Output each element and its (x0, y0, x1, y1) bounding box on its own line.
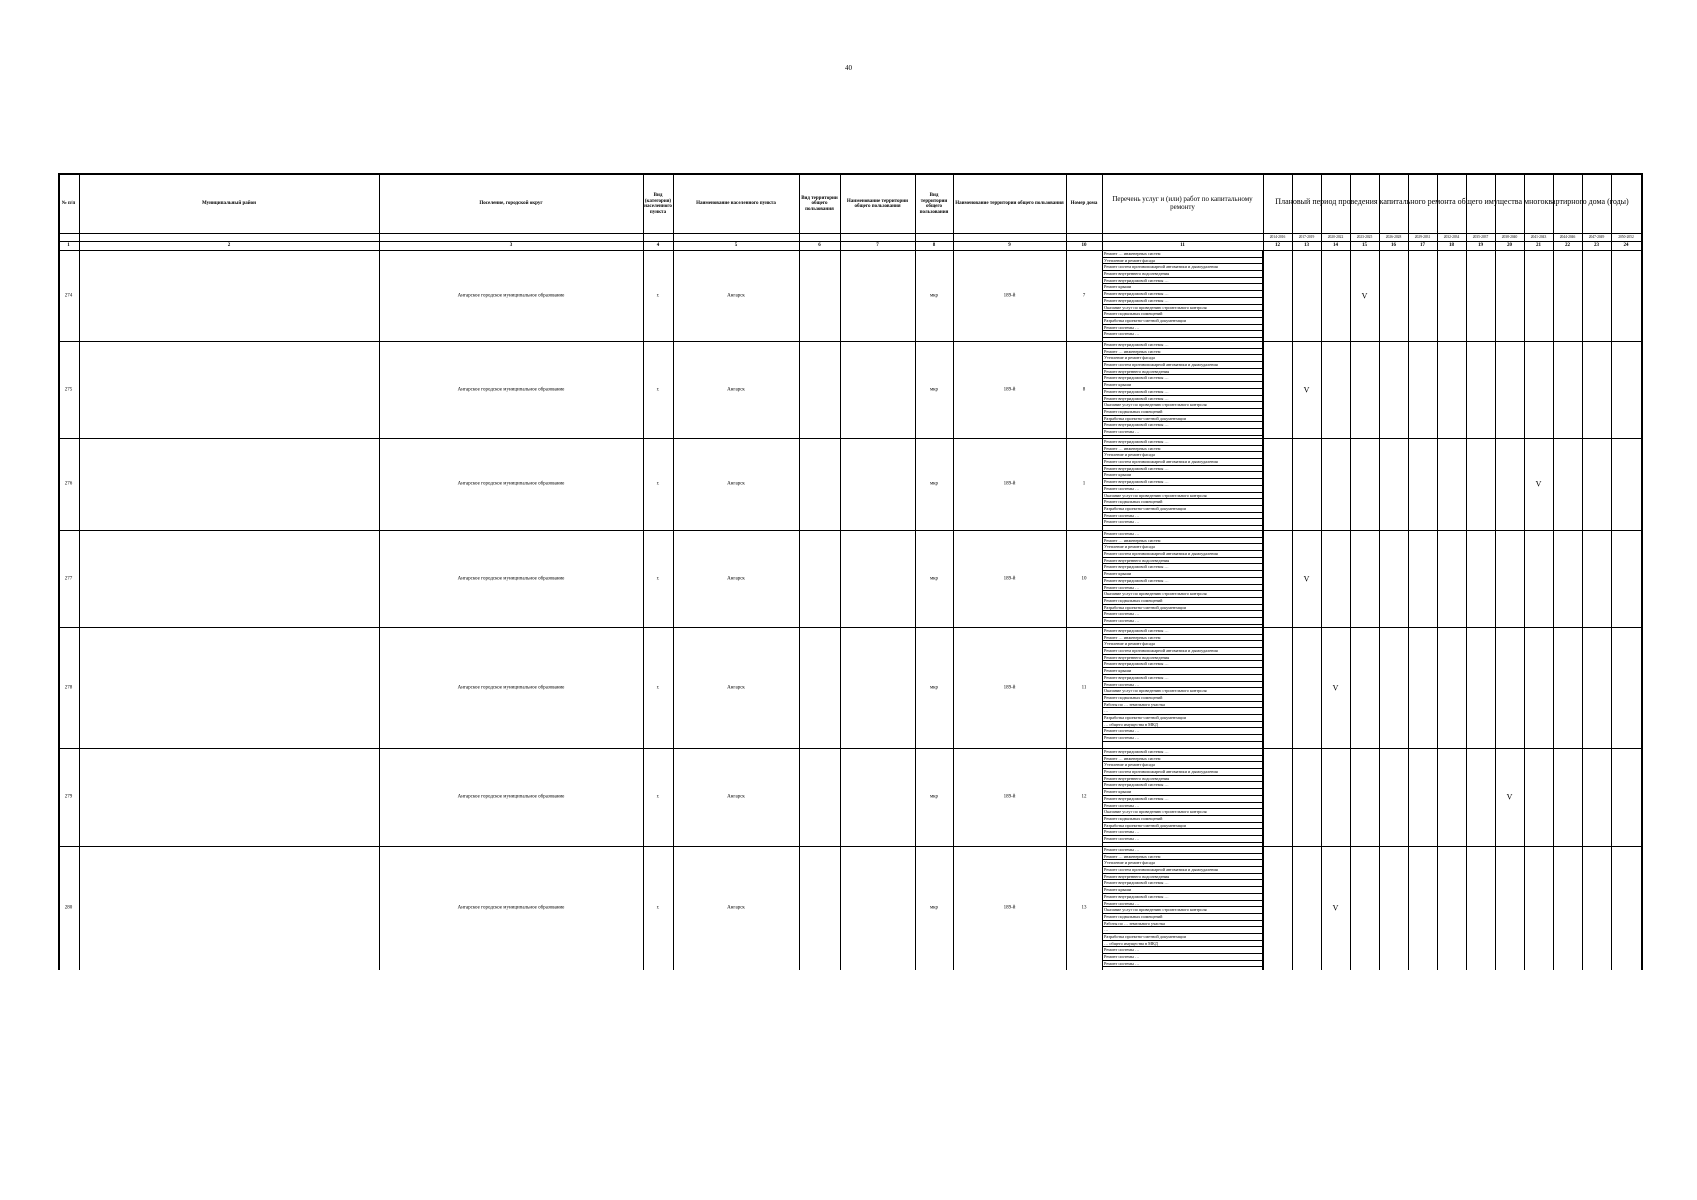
row-cell-street: 189-й (1003, 481, 1016, 487)
grid-vline (1263, 173, 1264, 970)
work-item: Ремонт подвальных помещений (1103, 914, 1262, 921)
header-cell: Перечень услуг и (или) работ по капитальному ремонту (1112, 195, 1253, 211)
work-item: Ремонт систем противопожарной автоматики и дымоудаления (1103, 867, 1262, 874)
work-item: Ремонт внутреннего водоотведения (1103, 874, 1262, 881)
work-item: Ремонт систем противопожарной автоматики и дымоудаления (1103, 648, 1262, 655)
work-item: Ремонт … инженерных систем (1103, 538, 1262, 545)
grid-vline (1466, 173, 1467, 970)
work-item: Разработка проектно-сметной документации (1103, 506, 1262, 513)
work-item: Ремонт внутридомовой системы … (1103, 439, 1262, 446)
year-header: 2044-2046 (1559, 235, 1576, 239)
work-item: … (1103, 708, 1262, 715)
work-item: Ремонт внутридомовой системы … (1103, 578, 1262, 585)
work-item: Ремонт системы … (1103, 954, 1262, 961)
year-header: 2035-2037 (1472, 235, 1489, 239)
grid-vline (1292, 173, 1293, 970)
work-item: Утепление и ремонт фасада (1103, 452, 1262, 459)
work-item: Ремонт внутридомовой системы … (1103, 422, 1262, 429)
row-cell-street: 189-й (1003, 794, 1016, 800)
grid-vline (1408, 173, 1409, 970)
column-number: 9 (1008, 243, 1011, 248)
work-item: Ремонт внутридомовой системы … (1103, 389, 1262, 396)
header-cell: Поселение, городской округ (479, 201, 543, 207)
row-separator (58, 341, 1641, 342)
row-cell-locality-type: г. (656, 293, 660, 298)
year-header: 2026-2028 (1385, 235, 1402, 239)
work-item: … общего имущества в МКД (1103, 722, 1262, 729)
work-item: Работы по … земельного участка (1103, 702, 1262, 709)
work-item: Ремонт крыши (1103, 789, 1262, 796)
work-item: Ремонт внутридомовой системы … (1103, 466, 1262, 473)
column-number: 5 (734, 243, 738, 248)
row-cell-locality-type: г. (656, 481, 660, 487)
work-item: Ремонт внутридомовой системы … (1103, 894, 1262, 901)
row-cell-settlement: Ангарское городское муниципальное образование (457, 481, 565, 487)
work-item: Ремонт внутреннего водоотведения (1103, 558, 1262, 565)
grid-vline (1321, 173, 1322, 970)
column-number: 22 (1565, 243, 1570, 248)
work-item: Ремонт подвальных помещений (1103, 695, 1262, 702)
work-item: Утепление и ремонт фасада (1103, 355, 1262, 362)
work-item: Ремонт внутридомовой системы … (1103, 375, 1262, 382)
work-item: Ремонт внутридомовой системы … (1103, 278, 1262, 285)
row-separator (58, 438, 1641, 439)
header-cell: Наименование территории общего пользования (846, 198, 909, 209)
row-cell-locality: Ангарск (727, 387, 745, 392)
row-cell-num: 277 (64, 576, 73, 581)
row-cell-locality: Ангарск (727, 293, 745, 298)
planned-period-mark: V (1332, 903, 1339, 913)
column-number: 2 (227, 243, 231, 248)
grid-vline (1379, 173, 1380, 970)
work-item: … (1103, 927, 1262, 934)
work-item: Ремонт подвальных помещений (1103, 499, 1262, 506)
row-cell-street: 189-й (1003, 576, 1016, 581)
work-item: Ремонт внутридомовой системы … (1103, 880, 1262, 887)
column-number: 15 (1362, 243, 1367, 248)
work-item: Ремонт системы … (1103, 585, 1262, 592)
year-header: 2023-2025 (1356, 235, 1373, 239)
work-item: Ремонт системы … (1103, 325, 1262, 332)
planned-period-mark: V (1332, 683, 1339, 692)
work-item: Утепление и ремонт фасада (1103, 762, 1262, 769)
work-item: Ремонт системы … (1103, 728, 1262, 735)
row-cell-street-type: мкр (929, 685, 939, 690)
page-number: 40 (845, 64, 852, 72)
column-number: 24 (1623, 243, 1629, 248)
column-number: 21 (1536, 243, 1541, 248)
work-item: Ремонт систем противопожарной автоматики и дымоудаления (1103, 551, 1262, 558)
row-cell-locality: Ангарск (727, 685, 745, 690)
work-item: Ремонт системы … (1103, 682, 1262, 689)
work-item: Ремонт системы … (1103, 829, 1262, 836)
column-number: 7 (876, 243, 879, 248)
row-separator (58, 748, 1641, 749)
grid-vline (1553, 173, 1554, 970)
work-item: Оказание услуг по проведению строительного контроля (1103, 591, 1262, 598)
header-cell: № п/п (61, 201, 76, 207)
grid-vline (1495, 173, 1496, 970)
work-item: Ремонт внутреннего водоотведения (1103, 776, 1262, 783)
work-item: Ремонт системы … (1103, 735, 1262, 742)
work-item: Ремонт … инженерных систем (1103, 635, 1262, 642)
row-cell-settlement: Ангарское городское муниципальное образование (457, 794, 565, 800)
row-cell-num: 274 (64, 293, 73, 298)
row-cell-num: 280 (64, 905, 73, 911)
row-cell-house: 10 (1081, 576, 1087, 581)
column-number: 10 (1081, 243, 1087, 248)
grid-vline (79, 173, 80, 970)
row-cell-street-type: мкр (929, 481, 939, 487)
column-number: 8 (932, 243, 936, 248)
work-item: Разработка проектно-сметной документации (1103, 715, 1262, 722)
work-item: Разработка проектно-сметной документации (1103, 416, 1262, 423)
column-number: 1 (67, 243, 70, 248)
planned-period-mark: V (1506, 792, 1513, 802)
works-list (1102, 749, 1263, 846)
planned-period-mark: V (1535, 479, 1542, 489)
work-item: Ремонт … инженерных систем (1103, 349, 1262, 356)
column-number: 23 (1594, 243, 1599, 248)
work-item: Ремонт внутридомовой системы … (1103, 291, 1262, 298)
work-item: Ремонт внутридомовой системы … (1103, 628, 1262, 635)
work-item: Ремонт подвальных помещений (1103, 409, 1262, 416)
row-cell-street: 189-й (1003, 905, 1016, 911)
row-cell-locality-type: г. (656, 576, 660, 581)
year-header: 2047-2049 (1588, 235, 1605, 239)
work-item: Работы по … земельного участка (1103, 921, 1262, 928)
row-cell-street-type: мкр (929, 576, 939, 581)
column-number: 14 (1333, 243, 1338, 248)
row-cell-house: 1 (1082, 481, 1086, 487)
grid-vline (799, 173, 800, 970)
grid-hline (58, 250, 1641, 251)
year-header: 2050-2052 (1618, 235, 1634, 239)
header-cell: Вид территории общего пользования (919, 193, 949, 215)
row-cell-street-type: мкр (929, 905, 939, 911)
work-item: Ремонт внутридомовой системы … (1103, 661, 1262, 668)
work-item: Ремонт внутридомовой системы … (1103, 396, 1262, 403)
work-item: Ремонт крыши (1103, 382, 1262, 389)
header-cell: Номер дома (1070, 201, 1098, 207)
work-item: Разработка проектно-сметной документации (1103, 605, 1262, 612)
work-item: Ремонт внутреннего водоотведения (1103, 655, 1262, 662)
column-number: 11 (1180, 243, 1185, 248)
work-item: Ремонт крыши (1103, 284, 1262, 291)
work-item: Ремонт крыши (1103, 668, 1262, 675)
grid-vline (1611, 173, 1612, 970)
work-item: Ремонт внутридомовой системы … (1103, 479, 1262, 486)
column-number: 20 (1507, 243, 1512, 248)
header-cell: Наименование населенного пункта (696, 201, 776, 207)
row-cell-street-type: мкр (929, 794, 939, 800)
header-cell: Вид (категория) населенного пункта (644, 193, 672, 215)
header-cell: Наименование территории общего пользования (955, 201, 1064, 207)
year-header: 2020-2022 (1327, 235, 1344, 239)
work-item: Оказание услуг по проведению строительного контроля (1103, 907, 1262, 914)
work-item: Ремонт системы … (1103, 947, 1262, 954)
year-header: 2017-2019 (1298, 235, 1315, 239)
row-cell-street-type: мкр (929, 293, 939, 298)
row-cell-settlement: Ангарское городское муниципальное образование (457, 685, 565, 690)
column-number: 19 (1478, 243, 1483, 248)
work-item: Ремонт системы … (1103, 961, 1262, 968)
work-item: Ремонт крыши (1103, 571, 1262, 578)
work-item: Разработка проектно-сметной документации (1103, 318, 1262, 325)
column-number: 12 (1275, 243, 1280, 248)
work-item: Ремонт внутридомовой системы … (1103, 675, 1262, 682)
planned-period-mark: V (1303, 574, 1310, 583)
planned-period-mark: V (1303, 385, 1310, 394)
year-header: 2038-2040 (1501, 235, 1518, 239)
column-number: 17 (1420, 243, 1425, 248)
work-item: Оказание услуг по проведению строительного контроля (1103, 809, 1262, 816)
work-item: Ремонт … инженерных систем (1103, 446, 1262, 453)
work-item: Ремонт системы … (1103, 611, 1262, 618)
work-item: Ремонт системы … (1103, 513, 1262, 520)
planned-period-mark: V (1361, 291, 1368, 300)
row-cell-settlement: Ангарское городское муниципальное образование (457, 905, 565, 911)
row-cell-house: 11 (1081, 685, 1087, 690)
row-separator (58, 627, 1641, 628)
work-item: Ремонт внутридомовой системы … (1103, 298, 1262, 305)
work-item: Ремонт систем противопожарной автоматики и дымоудаления (1103, 769, 1262, 776)
work-item: Ремонт системы … (1103, 331, 1262, 338)
work-item: Ремонт внутридомовой системы … (1103, 749, 1262, 756)
work-item: Ремонт систем противопожарной автоматики и дымоудаления (1103, 459, 1262, 466)
row-cell-locality-type: г. (656, 685, 660, 690)
grid-vline (1437, 173, 1438, 970)
work-item: Ремонт системы … (1103, 836, 1262, 843)
work-item: Оказание услуг по проведению строительного контроля (1103, 402, 1262, 409)
work-item: Ремонт подвальных помещений (1103, 816, 1262, 823)
row-cell-settlement: Ангарское городское муниципальное образование (457, 293, 565, 298)
works-list (1102, 342, 1263, 438)
grid-vline (1641, 173, 1643, 970)
work-item: Ремонт внутридомовой системы … (1103, 564, 1262, 571)
row-cell-num: 279 (64, 794, 73, 800)
work-item: Ремонт внутридомовой системы … (1103, 796, 1262, 803)
work-item: Ремонт подвальных помещений (1103, 311, 1262, 318)
row-cell-locality-type: г. (656, 794, 660, 800)
works-list (1102, 847, 1263, 970)
work-item: Ремонт системы … (1103, 519, 1262, 526)
work-item: Ремонт системы … (1103, 429, 1262, 436)
header-cell-planned-period: Плановый период проведения капитального ремонта общего имущества многоквартирного дома (годы) (1275, 196, 1629, 206)
grid-vline (1524, 173, 1525, 970)
work-item: Оказание услуг по проведению строительного контроля (1103, 305, 1262, 312)
column-number: 18 (1449, 243, 1454, 248)
work-item: Ремонт системы … (1103, 803, 1262, 810)
year-header: 2029-2031 (1414, 235, 1431, 239)
work-item: Ремонт внутридомовой системы … (1103, 342, 1262, 349)
work-item: Разработка проектно-сметной документации (1103, 823, 1262, 830)
work-item: Оказание услуг по проведению строительного контроля (1103, 493, 1262, 500)
row-cell-num: 275 (64, 387, 73, 392)
column-number: 3 (509, 243, 513, 248)
row-cell-house: 13 (1081, 905, 1087, 911)
year-header: 2032-2034 (1443, 235, 1460, 239)
work-item: Ремонт систем противопожарной автоматики и дымоудаления (1103, 264, 1262, 271)
work-item: Утепление и ремонт фасада (1103, 641, 1262, 648)
column-number: 16 (1391, 243, 1396, 248)
year-header: 2041-2043 (1530, 235, 1547, 239)
work-item: Утепление и ремонт фасада (1103, 544, 1262, 551)
column-number: 6 (818, 243, 821, 248)
row-cell-num: 276 (64, 481, 73, 487)
row-cell-locality-type: г. (656, 387, 660, 392)
grid-hline (58, 173, 1641, 175)
column-number: 4 (656, 243, 660, 248)
grid-vline (840, 173, 841, 970)
column-number: 13 (1304, 243, 1309, 248)
work-item: Ремонт крыши (1103, 472, 1262, 479)
row-cell-street: 189-й (1003, 387, 1016, 392)
row-cell-num: 278 (64, 685, 73, 690)
work-item: Разработка проектно-сметной документации (1103, 934, 1262, 941)
works-list (1102, 439, 1263, 530)
row-cell-locality: Ангарск (727, 576, 745, 581)
works-list (1102, 531, 1263, 627)
row-cell-locality: Ангарск (727, 481, 745, 487)
row-cell-street: 189-й (1003, 293, 1016, 298)
work-item: … общего имущества в МКД (1103, 941, 1262, 948)
work-item: Ремонт … инженерных систем (1103, 854, 1262, 861)
row-cell-settlement: Ангарское городское муниципальное образование (457, 387, 565, 392)
row-cell-locality: Ангарск (727, 905, 745, 911)
works-list (1102, 251, 1263, 341)
works-list (1102, 628, 1263, 748)
row-cell-house: 12 (1081, 794, 1087, 800)
work-item: Ремонт системы … (1103, 618, 1262, 625)
work-item: Ремонт системы … (1103, 531, 1262, 538)
row-cell-settlement: Ангарское городское муниципальное образование (457, 576, 565, 581)
row-separator (58, 846, 1641, 847)
header-cell: Вид территории общего пользования (801, 195, 838, 212)
work-item: Ремонт внутридомовой системы … (1103, 782, 1262, 789)
work-item: Ремонт внутреннего водоотведения (1103, 369, 1262, 376)
row-separator (58, 530, 1641, 531)
work-item: Ремонт систем противопожарной автоматики и дымоудаления (1103, 362, 1262, 369)
row-cell-street: 189-й (1003, 685, 1016, 690)
work-item: Ремонт внутреннего водоотведения (1103, 271, 1262, 278)
work-item: Ремонт … инженерных систем (1103, 251, 1262, 258)
row-cell-street-type: мкр (929, 387, 939, 392)
row-cell-house: 7 (1082, 293, 1086, 298)
grid-vline (1582, 173, 1583, 970)
work-item: Ремонт … инженерных систем (1103, 756, 1262, 763)
work-item: Ремонт системы … (1103, 901, 1262, 908)
row-cell-locality: Ангарск (727, 794, 745, 800)
work-item: Утепление и ремонт фасада (1103, 860, 1262, 867)
year-header: 2014-2016 (1269, 235, 1286, 239)
work-item: Ремонт подвальных помещений (1103, 598, 1262, 605)
work-item: Ремонт крыши (1103, 887, 1262, 894)
header-cell: Муниципальный район (201, 201, 256, 207)
work-item: Ремонт системы … (1103, 486, 1262, 493)
row-cell-house: 8 (1082, 387, 1086, 392)
work-item: Оказание услуг по проведению строительного контроля (1103, 688, 1262, 695)
work-item: Ремонт системы … (1103, 847, 1262, 854)
work-item: Утепление и ремонт фасада (1103, 258, 1262, 265)
row-cell-locality-type: г. (656, 905, 660, 911)
